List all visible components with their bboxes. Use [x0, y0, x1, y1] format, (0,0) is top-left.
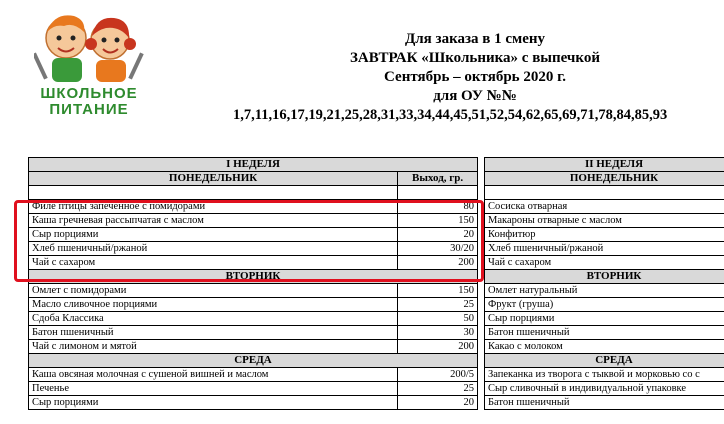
- dish-qty: 20: [398, 396, 478, 410]
- children-logo-icon: [34, 8, 144, 84]
- header-line1: Для заказа в 1 смену: [404, 31, 546, 47]
- week1-title: I НЕДЕЛЯ: [29, 158, 478, 172]
- dish-name: Фрукт (груша): [485, 298, 724, 312]
- table-row: [29, 368, 478, 382]
- dish-name: Хлеб пшеничный/ржаной: [29, 242, 398, 256]
- table-row: [485, 326, 724, 340]
- table-row: [485, 284, 724, 298]
- dish-qty: 25: [398, 382, 478, 396]
- dish-name: Сосиска отварная: [485, 200, 724, 214]
- logo-text-line2: ПИТАНИЕ: [49, 101, 129, 118]
- document-header: [175, 30, 724, 125]
- school-nutrition-logo: [28, 8, 150, 118]
- dish-name: Масло сливочное порциями: [29, 298, 398, 312]
- dish-qty: 150: [398, 284, 478, 298]
- monday-header: ПОНЕДЕЛЬНИК: [29, 172, 398, 186]
- dish-name: Батон пшеничный: [29, 326, 398, 340]
- dish-name: Омлет с помидорами: [29, 284, 398, 298]
- dish-name: Конфитюр: [485, 228, 724, 242]
- table-row: [29, 242, 478, 256]
- dish-qty: 50: [398, 312, 478, 326]
- dish-name: Батон пшеничный: [485, 396, 724, 410]
- dish-name: Сыр порциями: [29, 228, 398, 242]
- dish-qty: 200: [398, 340, 478, 354]
- table-row: [29, 228, 478, 242]
- table-row: [485, 228, 724, 242]
- table-row: [485, 340, 724, 354]
- dish-name: Хлеб пшеничный/ржаной: [485, 242, 724, 256]
- blank-cell: [29, 186, 398, 200]
- dish-name: Сдоба Классика: [29, 312, 398, 326]
- blank-cell: [398, 186, 478, 200]
- dish-qty: 25: [398, 298, 478, 312]
- dish-name: Чай с лимоном и мятой: [29, 340, 398, 354]
- dish-name: Чай с сахаром: [485, 256, 724, 270]
- table-row: [485, 298, 724, 312]
- table-row: [485, 396, 724, 410]
- table-row: [485, 312, 724, 326]
- table-row: [29, 312, 478, 326]
- header-line3: Сентябрь – октябрь 2020 г.: [384, 69, 566, 85]
- table-row: [29, 214, 478, 228]
- table-row: [29, 284, 478, 298]
- dish-qty: 150: [398, 214, 478, 228]
- table-row: [29, 382, 478, 396]
- dish-name: Омлет натуральный: [485, 284, 724, 298]
- dish-name: Каша гречневая рассыпчатая с маслом: [29, 214, 398, 228]
- logo-text-line1: ШКОЛЬНОЕ: [40, 85, 138, 102]
- dish-qty: 200/5: [398, 368, 478, 382]
- tuesday-header: ВТОРНИК: [29, 270, 478, 284]
- table-row: [485, 256, 724, 270]
- wednesday-header: СРЕДА: [29, 354, 478, 368]
- dish-qty: 30: [398, 326, 478, 340]
- week2-monday-header: ПОНЕДЕЛЬНИК: [485, 172, 724, 186]
- dish-name: Запеканка из творога с тыквой и морковью со с: [485, 368, 724, 382]
- dish-qty: 20: [398, 228, 478, 242]
- dish-name: Печенье: [29, 382, 398, 396]
- table-row: [29, 340, 478, 354]
- dish-qty: 30/20: [398, 242, 478, 256]
- dish-name: Сыр порциями: [29, 396, 398, 410]
- week1-menu-table: [28, 157, 478, 410]
- dish-name: Батон пшеничный: [485, 326, 724, 340]
- table-row: [29, 200, 478, 214]
- table-row: [485, 382, 724, 396]
- table-row: [485, 368, 724, 382]
- dish-name: Сыр сливочный в индивидуальной упаковке: [485, 382, 724, 396]
- dish-qty: 80: [398, 200, 478, 214]
- table-row: [485, 242, 724, 256]
- week2-wednesday-header: СРЕДА: [485, 354, 724, 368]
- blank-cell: [485, 186, 724, 200]
- table-row: [29, 298, 478, 312]
- dish-name: Сыр порциями: [485, 312, 724, 326]
- school-numbers: 1,7,11,16,17,19,21,25,28,31,33,34,44,45,51,52,54,62,65,69,71,78,84,85,93: [233, 107, 668, 123]
- dish-name: Макароны отварные с маслом: [485, 214, 724, 228]
- week2-title: II НЕДЕЛЯ: [485, 158, 724, 172]
- week2-menu-table: [484, 157, 724, 410]
- table-row: [29, 396, 478, 410]
- table-row: [29, 326, 478, 340]
- dish-name: Каша овсяная молочная с сушеной вишней и маслом: [29, 368, 398, 382]
- table-row: [29, 256, 478, 270]
- header-line4: для ОУ №№: [433, 88, 517, 104]
- dish-name: Филе птицы запеченное с помидорами: [29, 200, 398, 214]
- dish-name: Чай с сахаром: [29, 256, 398, 270]
- table-row: [485, 200, 724, 214]
- week2-tuesday-header: ВТОРНИК: [485, 270, 724, 284]
- dish-name: Какао с молоком: [485, 340, 724, 354]
- dish-qty: 200: [398, 256, 478, 270]
- header-line2: ЗАВТРАК «Школьника» с выпечкой: [350, 50, 600, 66]
- table-row: [485, 214, 724, 228]
- output-header: Выход, гр.: [398, 172, 478, 186]
